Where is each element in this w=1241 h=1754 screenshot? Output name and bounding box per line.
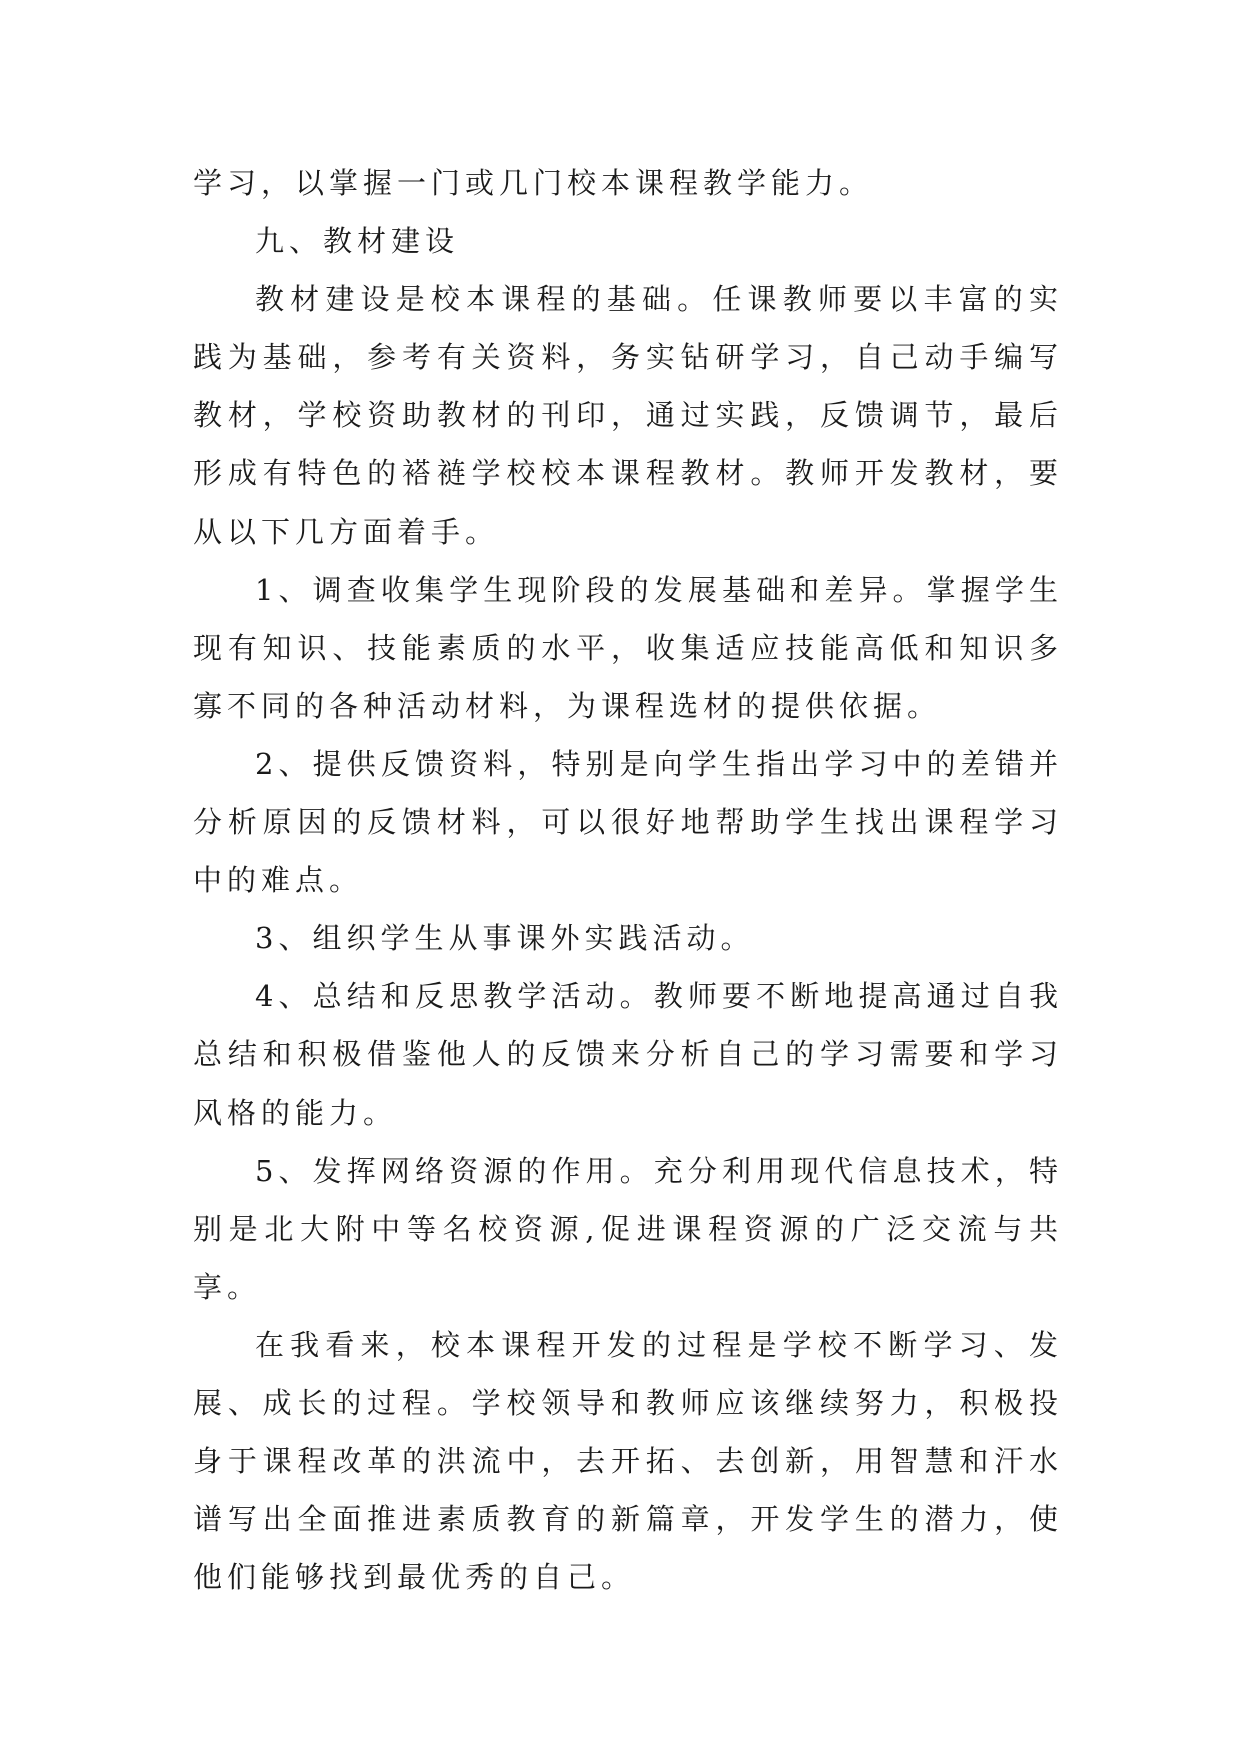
list-item-1: 1、调查收集学生现阶段的发展基础和差异。掌握学生现有知识、技能素质的水平，收集适应技能高低和知识多寡不同的各种活动材料，为课程选材的提供依据。 — [193, 572, 1063, 723]
paragraph-continuation: 学习，以掌握一门或几门校本课程教学能力。 — [193, 166, 874, 200]
list-item-3: 3、组织学生从事课外实践活动。 — [255, 921, 755, 956]
document-body — [193, 154, 1063, 1606]
list-item-4: 4、总结和反思教学活动。教师要不断地提高通过自我总结和积极借鉴他人的反馈来分析自己的学习需要和学习风格的能力。 — [193, 979, 1063, 1130]
section-heading-textbook-construction: 九、教材建设 — [255, 224, 460, 259]
list-item-5: 5、发挥网络资源的作用。充分利用现代信息技术，特别是北大附中等名校资源,促进课程资源的广泛交流与共享。 — [193, 1153, 1063, 1304]
paragraph-conclusion: 在我看来，校本课程开发的过程是学校不断学习、发展、成长的过程。学校领导和教师应该继续努力，积极投身于课程改革的洪流中，去开拓、去创新，用智慧和汗水谱写出全面推进素质教育的新篇章，开发学生的潜力，使他们能够找到最优秀的自己。 — [193, 1327, 1063, 1595]
paragraph-textbook-intro: 教材建设是校本课程的基础。任课教师要以丰富的实践为基础，参考有关资料，务实钻研学习，自己动手编写教材，学校资助教材的刊印，通过实践，反馈调节，最后形成有特色的褡裢学校校本课程教材。教师开发教材，要从以下几方面着手。 — [193, 282, 1063, 549]
list-item-2: 2、提供反馈资料，特别是向学生指出学习中的差错并分析原因的反馈材料，可以很好地帮助学生找出课程学习中的难点。 — [193, 746, 1063, 898]
